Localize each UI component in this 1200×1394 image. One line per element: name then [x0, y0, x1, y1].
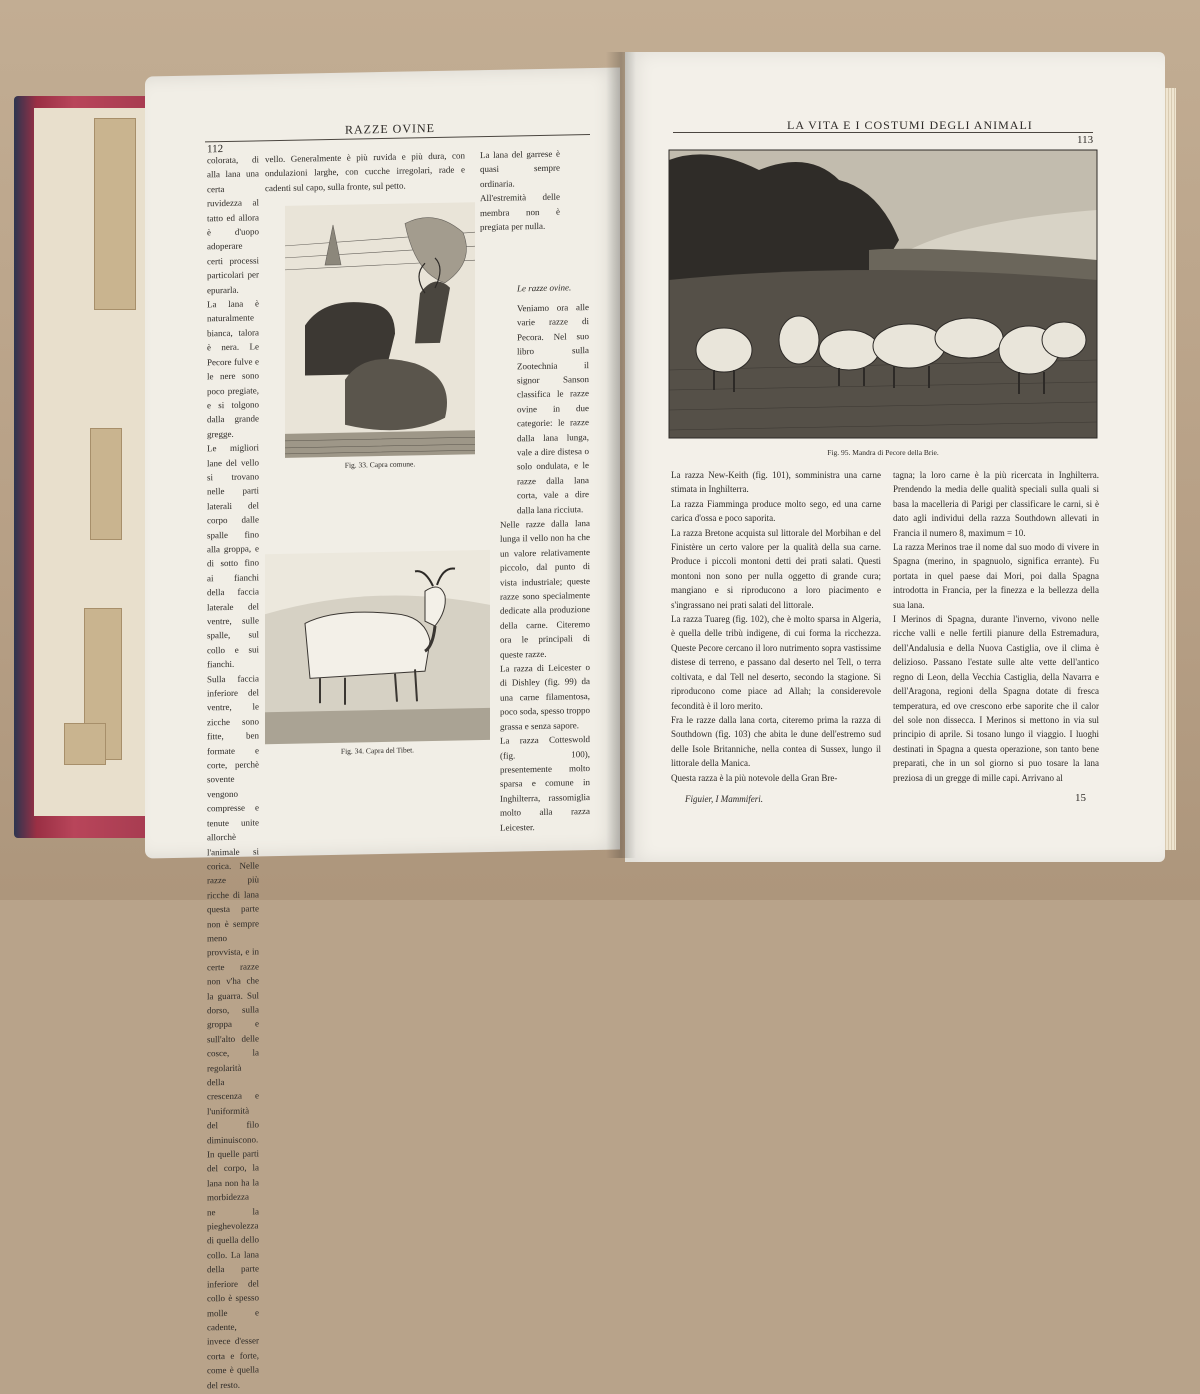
- paragraph: Nelle razze dalla lana lunga il vello non ha che un valore relativamente piccolo, dal punto di vista industriale; queste razze sono specialmente dedicate alla produzione della carne. Citeremo ora le principali di queste razze.: [500, 518, 590, 660]
- text-column-right: [893, 468, 1099, 786]
- left-page: [145, 67, 620, 1390]
- paragraph: La razza Tuareg (fig. 102), che è molto sparsa in Algeria, è quella delle tribù indigene, di cui forma la ricchezza. Queste Pecore cercano il loro nutrimento sopra vastissime distese di terreno, e passano dal deserto nel Tell, o terra coltivata, e dal Tell nel deserto, secondo la stagione. Si riproducono come piace ad Allah; la considerevole fecondità è il loro merito.: [671, 614, 881, 711]
- right-page: [625, 52, 1165, 862]
- figure-33-goats-engraving: [285, 202, 475, 458]
- running-head-left: RAZZE OVINE: [345, 120, 435, 137]
- signature-mark: 15: [1075, 792, 1086, 804]
- paragraph: La razza di Leicester o di Dishley (fig. 99) da una carne filamentosa, poco soda, spesso troppo grassa e senza sapore.: [500, 662, 590, 732]
- page-number-left: 112: [207, 143, 224, 156]
- section-subheading: Le razze ovine.: [517, 282, 572, 294]
- engraving-goats: [285, 202, 475, 458]
- engraving-tibet-goat: [265, 550, 490, 744]
- page-number-right: 113: [1077, 134, 1094, 146]
- paper-scrap: [94, 118, 136, 310]
- paragraph: La razza Merinos trae il nome dal suo modo di vivere in Spagna (merino, in spagnuolo, significa errante). Fu portata in quel paese dai Mori, poi dalla Spagna introdotta in Francia, per la finezza e la bellezza della sua lana.: [893, 542, 1099, 610]
- paragraph: La lana è naturalmente bianca, talora è nera. Le Pecore fulve e le nere sono poco pregiate, e si tolgono dalla grande gregge.: [207, 298, 259, 440]
- page-footer-signature: Figuier, I Mammiferi.: [685, 794, 763, 804]
- paragraph: I Merinos di Spagna, durante l'inverno, vivono nelle ricche valli e nelle fertili pianure della Estremadura, dell'Andalusia e della Nuova Castiglia, ove il clima è delizioso. Passano l'estate sulle alte vette dell'antico regno di Leon, della Vecchia Castiglia, della Navarra e dell'Aragona, regioni della Spagna dotate di fresca temperatura, ed ove crescono erbe saporite che il calor del sole non dissecca. I Merinos si mettono in via sul principio di aprile. Si tosano lungo il viaggio. I luoghi destinati in Spagna a questa operazione, son tanto bene preparati, che in un sol giorno si puo tosare la lana preziosa di un gregge di mille capi. Arrivano al: [893, 614, 1099, 783]
- paper-scrap: [64, 723, 106, 765]
- figure-34-tibet-goat-engraving: [265, 550, 490, 744]
- running-head-right: LA VITA E I COSTUMI DEGLI ANIMALI: [787, 118, 1033, 132]
- paragraph: tagna; la loro carne è la più ricercata in Inghilterra. Prendendo la media delle qualità speciali sulla quali si basa la macelleria di Parigi per classificare le carni, si è dato agli individui della razza Southdown allevati in Francia il numero 8, maximum = 10.: [893, 470, 1099, 538]
- paragraph: Sulla faccia inferiore del ventre, le zicche sono fitte, ben formate e corte, perchè sovente vengono compresse e tenute unite allorchè l'animale si corica. Nelle razze più ricche di lana questa parte non è sempre meno provvista, e in certe razze non v'ha che la guarra. Sul dorso, sulla groppa e sull'alto delle cosce, la regolarità della crescenza e l'uniformità del filo diminuiscono. In quelle parti del corpo, la lana non ha la morbidezza ne la pieghevolezza di quella dello collo. La lana della parte inferiore del collo è spesso molle e cadente, invece d'esser corta e forte, come è quella del resto.: [207, 672, 259, 1390]
- figure-95-sheep-engraving: [669, 150, 1097, 438]
- paragraph: La razza Fiamminga produce molto sego, ed una carne carica d'ossa e poco saporita.: [671, 498, 881, 524]
- text-column-left: [671, 468, 881, 786]
- paragraph: Fra le razze dalla lana corta, citeremo prima la razza di Southdown (fig. 103) che abita le dune dell'estremo sud delle Isole Britanniche, nella contea di Sussex, lungo il littorale della Manica.: [671, 714, 881, 769]
- text-column-right: [480, 147, 560, 235]
- paragraph: colorata, di alla lana una certa ruvidezza al tatto ed allora è d'uopo adoperare certi processi particolari per epurarla.: [207, 154, 259, 296]
- text-column-left: [207, 152, 259, 1392]
- header-rule: [673, 132, 1093, 133]
- torn-endpaper: [34, 108, 154, 816]
- text-column-right-3: [500, 516, 590, 833]
- paragraph: La lana del garrese è quasi sempre ordinaria. All'estremità delle membra non è pregiata per nulla.: [480, 148, 560, 233]
- paragraph: Veniamo ora alle varie razze di Pecora. Nel suo libro sulla Zootechnia il signor Sanson classifica le razze ovine in due categorie: le razze dalla lana lunga, vale a dire distesa o solo ondulata, e le razze dalla lana corta, vale a dire dalla lana ricciuta.: [517, 302, 589, 516]
- book-gutter-shadow: [606, 52, 636, 858]
- text-block-top: vello. Generalmente è più ruvida e più dura, con ondulazioni larghe, con cucche irregolari, rade e cadenti sul capo, sulla fronte, sul petto.: [265, 150, 465, 194]
- figure-95-caption: Fig. 95. Mandra di Pecore della Brie.: [827, 448, 939, 457]
- paragraph: Le migliori lane del vello si trovano nelle parti laterali del corpo dalle spalle fino alla groppa, e di sotto fino ai fianchi della faccia laterale del ventre, sulle spalle, sul collo e sui fianchi.: [207, 442, 259, 670]
- paragraph: Questa razza è la più notevole della Gran Bre-: [671, 772, 838, 783]
- paragraph: La razza New-Keith (fig. 101), somministra una carne stimata in Inghilterra.: [671, 470, 881, 495]
- figure-33-caption: Fig. 33. Capra comune.: [344, 459, 416, 470]
- figure-34-caption: Fig. 34. Capra del Tibet.: [340, 745, 415, 756]
- paper-scrap: [90, 428, 122, 540]
- paragraph: La razza Bretone acquista sul littorale del Morbihan e del Finistère un certo valore per la qualità della sua carne. Produce i piccoli montoni detti dei prati salati. Questi montoni non sono per nulla oggetto di grande cura; mangiano e si riproducono a loro piacimento e s'ingrassano nei prati salati del littorale.: [671, 527, 881, 610]
- paragraph: La razza Cotteswold (fig. 100), presentemente molto sparsa e comune in Inghilterra, rassomiglia molto alla razza Leicester.: [500, 734, 590, 833]
- engraving-flock-of-sheep: [669, 150, 1097, 438]
